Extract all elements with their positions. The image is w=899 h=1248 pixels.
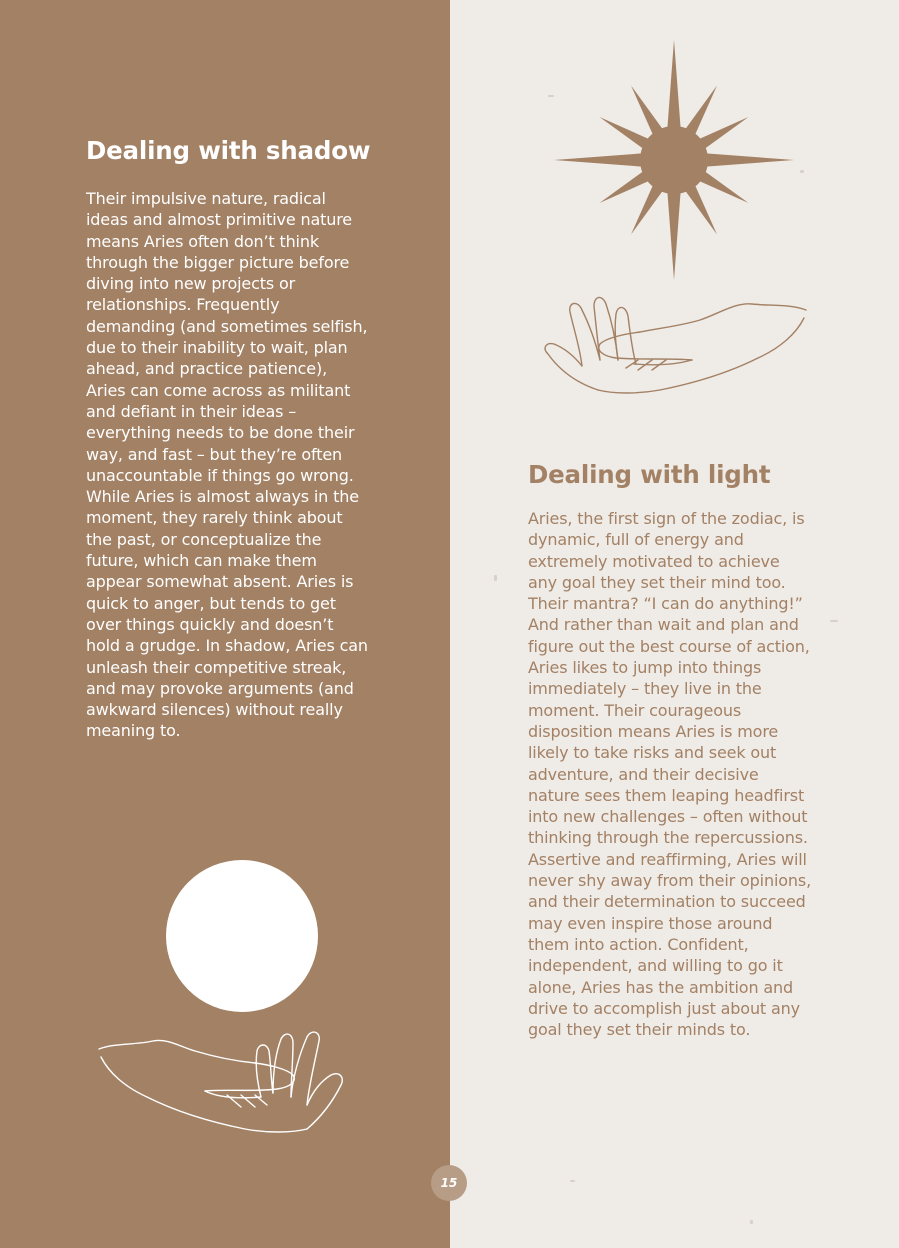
full-moon-icon: [166, 860, 318, 1012]
open-hand-icon: [540, 286, 810, 398]
shadow-body-text: Their impulsive nature, radical ideas and almost primitive nature means Aries often don’t think through the bigger picture before diving into new projects or relationships. Frequently demanding (and sometimes selfish, due to their inability to wait, plan ahead, and practice patience), Aries can come across as militant and defiant in their ideas – everything needs to be done their way, and fast – but they’re often unaccountable if things go wrong. While Aries is almost always in the moment, they rarely think about the past, or conceptualize the future, which can make them appear somewhat absent. Aries is quick to anger, but tends to get over things quickly and doesn’t hold a grudge. In shadow, Aries can unleash their competitive streak, and may provoke arguments (and awkward silences) without really meaning to.: [86, 189, 368, 741]
paper-fleck: [830, 620, 838, 622]
light-heading: Dealing with light: [528, 460, 771, 489]
paper-fleck: [494, 575, 497, 581]
open-hand-icon: [95, 1025, 355, 1140]
page-number: 15: [431, 1165, 467, 1201]
paper-fleck: [750, 1220, 753, 1224]
shadow-heading: Dealing with shadow: [86, 136, 371, 165]
paper-fleck: [570, 1180, 575, 1182]
star-sun-icon: [546, 36, 802, 286]
light-body-text: Aries, the first sign of the zodiac, is dynamic, full of energy and extremely motivated to achieve any goal they set their mind too. Their mantra? “I can do anything!” And rather than wait and plan and figure out the best course of action, Aries likes to jump into things immediately – they live in the moment. Their courageous disposition means Aries is more likely to take risks and seek out adventure, and their decisive nature sees them leaping headfirst into new challenges – often without thinking through the repercussions. Assertive and reaffirming, Aries will never shy away from their opinions, and their determination to succeed may even inspire those around them into action. Confident, independent, and willing to go it alone, Aries has the ambition and drive to accomplish just about any goal they set their minds to.: [528, 509, 812, 1040]
